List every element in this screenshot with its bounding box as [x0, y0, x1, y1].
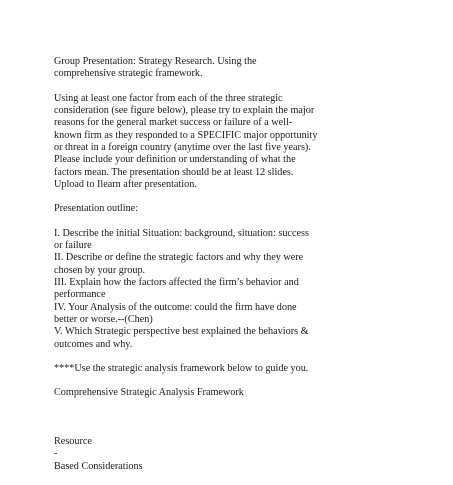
- outline-item: II. Describe or define the strategic factors and why they were: [54, 252, 304, 264]
- text-line: ****Use the strategic analysis framework below to guide you.: [54, 362, 309, 374]
- text-line: Resource: [54, 435, 92, 447]
- outline-item: or failure: [54, 240, 92, 252]
- outline-heading: [54, 203, 399, 215]
- text-line: Comprehensive Strategic Analysis Framework: [54, 387, 244, 399]
- text-line: or threat in a foreign country (anytime over the last five years).: [54, 141, 311, 153]
- text-line: Using at least one factor from each of the three strategic: [54, 92, 283, 104]
- outline-item: IV. Your Analysis of the outcome: could the firm have done: [54, 301, 297, 313]
- framework-title: [54, 387, 399, 399]
- text-line: consideration (see figure below), please try to explain the major: [54, 105, 315, 117]
- text-line: Based Considerations: [54, 460, 143, 472]
- outline-item: V. Which Strategic perspective best explained the behaviors &: [54, 326, 309, 338]
- instructions-paragraph: [54, 93, 399, 191]
- intro-paragraph: [54, 56, 399, 81]
- text-line: Group Presentation: Strategy Research. Using the: [54, 56, 257, 67]
- blank-space: [54, 412, 399, 436]
- text-line: comprehensive strategic framework.: [54, 68, 203, 80]
- outline-item: outcomes and why.: [54, 338, 133, 350]
- outline-item: performance: [54, 289, 106, 301]
- text-line: factors mean. The presentation should be at least 12 slides.: [54, 166, 294, 178]
- document-body: [54, 56, 399, 485]
- outline-item: III. Explain how the factors affected the firm’s behavior and: [54, 277, 299, 289]
- text-line: known firm as they responded to a SPECIFIC major opportunity: [54, 129, 318, 141]
- text-line: -: [54, 448, 58, 460]
- outline-item: I. Describe the initial Situation: background, situation: success: [54, 227, 309, 239]
- outline-item: better or worse.--(Chen): [54, 313, 153, 325]
- note-paragraph: [54, 363, 399, 375]
- text-line: reasons for the general market success or failure of a well-: [54, 117, 293, 129]
- outline-item: chosen by your group.: [54, 264, 146, 276]
- text-line: Please include your definition or understanding of what the: [54, 154, 296, 166]
- resource-block: [54, 436, 399, 473]
- text-line: Presentation outline:: [54, 203, 139, 215]
- outline-list: [54, 228, 399, 351]
- text-line: Upload to Ilearn after presentation.: [54, 178, 197, 190]
